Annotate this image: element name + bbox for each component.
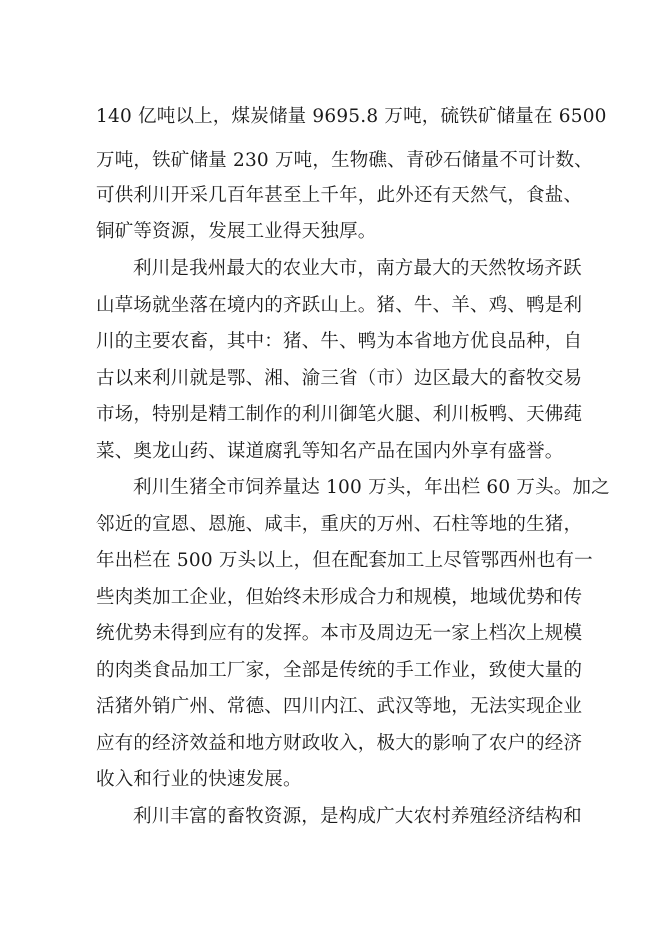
text-line: 邻近的宣恩、恩施、咸丰，重庆的万州、石柱等地的生猪，: [96, 514, 583, 535]
text-line: 市场，特别是精工制作的利川御笔火腿、利川板鸭、天佛莼: [96, 404, 583, 425]
text-line: 利川生猪全市饲养量达 100 万头，年出栏 60 万头。加之: [133, 477, 610, 498]
text-line: 可供利川开采几百年甚至上千年，此外还有天然气，食盐、: [96, 185, 583, 206]
text-line: 菜、奥龙山药、谋道腐乳等知名产品在国内外享有盛誉。: [96, 441, 564, 462]
text-line: 铜矿等资源，发展工业得天独厚。: [96, 221, 377, 242]
text-line: 山草场就坐落在境内的齐跃山上。猪、牛、羊、鸡、鸭是利: [96, 295, 583, 316]
text-line: 些肉类加工企业，但始终未形成合力和规模，地域优势和传: [96, 587, 583, 608]
text-line: 活猪外销广州、常德、四川内江、武汉等地，无法实现企业: [96, 696, 583, 717]
text-line: 古以来利川就是鄂、湘、渝三省（市）边区最大的畜牧交易: [96, 368, 583, 389]
text-line: 收入和行业的快速发展。: [96, 769, 302, 790]
text-line: 应有的经济效益和地方财政收入，极大的影响了农户的经济: [96, 733, 583, 754]
text-line: 万吨，铁矿储量 230 万吨，生物礁、青砂石储量不可计数、: [96, 150, 593, 171]
text-line: 川的主要农畜，其中：猪、牛、鸭为本省地方优良品种，自: [96, 331, 583, 352]
text-line: 利川丰富的畜牧资源，是构成广大农村养殖经济结构和: [133, 806, 582, 827]
text-line: 140 亿吨以上，煤炭储量 9695.8 万吨，硫铁矿储量在 6500: [96, 106, 607, 127]
text-line: 年出栏在 500 万头以上，但在配套加工上尽管鄂西州也有一: [96, 550, 593, 571]
text-line: 利川是我州最大的农业大市，南方最大的天然牧场齐跃: [133, 258, 582, 279]
text-line: 统优势未得到应有的发挥。本市及周边无一家上档次上规模: [96, 623, 583, 644]
text-line: 的肉类食品加工厂家，全部是传统的手工作业，致使大量的: [96, 660, 583, 681]
